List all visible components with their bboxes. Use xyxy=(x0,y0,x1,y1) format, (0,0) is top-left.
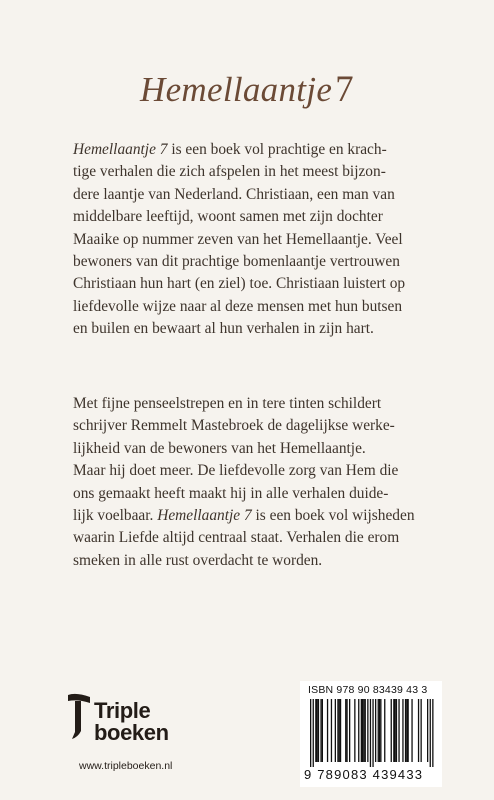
barcode-bar xyxy=(315,699,316,762)
barcode-bar xyxy=(393,699,394,762)
barcode-box xyxy=(300,681,442,787)
blurb-text: Met fijne penseelstrepen en in tere tinten schildert xyxy=(73,395,382,412)
blurb-text: tige verhalen die zich afspelen in het meest bijzon- xyxy=(73,163,386,181)
blurb-text: en builen en bewaart al hun verhalen in zijn hart. xyxy=(73,320,374,338)
barcode-bar xyxy=(361,699,362,762)
ean-digits: 9 789083 439433 xyxy=(304,767,424,782)
barcode-bar xyxy=(384,699,385,762)
blurb-line xyxy=(73,296,425,318)
barcode-bar xyxy=(418,699,419,762)
barcode-bars xyxy=(306,699,436,767)
barcode-bar xyxy=(318,699,319,762)
blurb-line xyxy=(73,206,425,228)
barcode-bar xyxy=(331,699,332,762)
barcode-bar xyxy=(349,699,350,762)
barcode-bar xyxy=(337,699,338,762)
blurb-line xyxy=(73,184,425,206)
barcode-bar xyxy=(408,699,409,762)
barcode-bar xyxy=(335,699,336,762)
blurb-line xyxy=(73,460,425,482)
blurb-text: Christiaan hun hart (en ziel) toe. Christiaan luistert op xyxy=(73,275,406,293)
logo-line-2: boeken xyxy=(94,720,169,745)
barcode-bar xyxy=(405,699,406,762)
blurb-line xyxy=(73,229,425,251)
barcode-bar xyxy=(398,699,399,762)
barcode-bar xyxy=(406,699,407,762)
blurb-line xyxy=(73,415,425,437)
barcode-bar xyxy=(370,699,371,767)
blurb-text: dere laantje van Nederland. Christiaan, een man van xyxy=(73,185,395,203)
blurb-line xyxy=(73,438,425,460)
blurb-text: Maar hij doet meer. De liefdevolle zorg van Hem die xyxy=(73,462,399,480)
blurb-text: is een boek vol wijsheden xyxy=(251,507,415,525)
blurb-text: lijk voelbaar. xyxy=(73,507,158,525)
blurb-paragraph-1 xyxy=(73,139,425,341)
blurb-text: ons gemaakt heeft maakt hij in alle verhalen duide- xyxy=(73,484,389,502)
publisher-url[interactable]: www.tripleboeken.nl xyxy=(79,760,173,772)
barcode-bar xyxy=(375,699,376,762)
barcode-bar xyxy=(354,699,355,762)
barcode-bar xyxy=(346,699,347,762)
barcode-bar xyxy=(317,699,318,762)
isbn-label: ISBN 978 90 83439 43 3 xyxy=(308,684,428,696)
blurb-line xyxy=(73,318,425,340)
title-number: 7 xyxy=(335,69,354,110)
blurb-line xyxy=(73,393,425,415)
blurb-text: middelbare leeftijd, woont samen met zijn dochter xyxy=(73,208,383,226)
barcode-bar xyxy=(427,699,428,762)
blurb-line xyxy=(73,273,425,295)
barcode-bar xyxy=(380,699,381,762)
cover-title xyxy=(0,68,494,111)
publisher-logo[interactable] xyxy=(66,688,206,760)
barcode-bar xyxy=(365,699,366,762)
barcode-bar xyxy=(391,699,392,762)
barcode-bar xyxy=(345,699,346,762)
blurb-text: lijkheid van de bewoners van het Hemellaantje. xyxy=(73,439,366,457)
triple-t-mark-icon xyxy=(66,691,94,741)
blurb-text: liefdevolle wijze naar al deze mensen met hun butsen xyxy=(73,297,403,315)
barcode-bar xyxy=(430,699,431,767)
barcode-bar xyxy=(310,699,311,767)
blurb-line xyxy=(73,550,425,572)
blurb-text: bewoners van dit prachtige bomenlaantje vertrouwen xyxy=(73,253,400,271)
barcode-bar xyxy=(322,699,323,762)
blurb-line xyxy=(73,161,425,183)
barcode-bar xyxy=(320,699,321,762)
blurb-text: waarin Liefde altijd centraal staat. Verhalen die erom xyxy=(73,529,400,547)
barcode-bar xyxy=(372,699,373,767)
barcode-bar xyxy=(378,699,379,762)
title-text: Hemellaantje xyxy=(140,70,333,109)
barcode-bar xyxy=(379,699,380,762)
blurb-line xyxy=(73,527,425,549)
logo-line-1: Triple xyxy=(94,698,151,723)
barcode-bar xyxy=(313,699,314,767)
barcode-bar xyxy=(358,699,359,762)
blurb-line xyxy=(73,483,425,505)
barcode-bar xyxy=(411,699,412,762)
blurb-line xyxy=(73,505,425,527)
blurb-line xyxy=(73,251,425,273)
blurb-text: Maaike op nummer zeven van het Hemellaantje. Veel xyxy=(73,230,403,248)
barcode-bar xyxy=(362,699,363,762)
book-title-inline: Hemellaantje 7 xyxy=(73,141,168,158)
blurb-paragraph-2 xyxy=(73,393,425,572)
barcode-bar xyxy=(367,699,368,762)
barcode-bar xyxy=(402,699,403,762)
barcode-bar xyxy=(363,699,364,762)
barcode-bar xyxy=(340,699,341,762)
barcode-bar xyxy=(395,699,396,762)
logo-wordmark xyxy=(94,700,169,744)
blurb-text: is een boek vol prachtige en krach- xyxy=(167,141,387,158)
blurb-line xyxy=(73,139,425,161)
blurb-text: smeken in alle rust overdacht te worden. xyxy=(73,551,323,569)
barcode-bar xyxy=(421,699,422,762)
barcode-bar xyxy=(396,699,397,762)
barcode-bar xyxy=(432,699,433,767)
book-title-inline: Hemellaantje 7 xyxy=(157,507,252,525)
barcode-bar xyxy=(327,699,328,762)
blurb-text: schrijver Remmelt Mastebroek de dagelijkse werke- xyxy=(73,417,395,435)
barcode-bar xyxy=(339,699,340,762)
